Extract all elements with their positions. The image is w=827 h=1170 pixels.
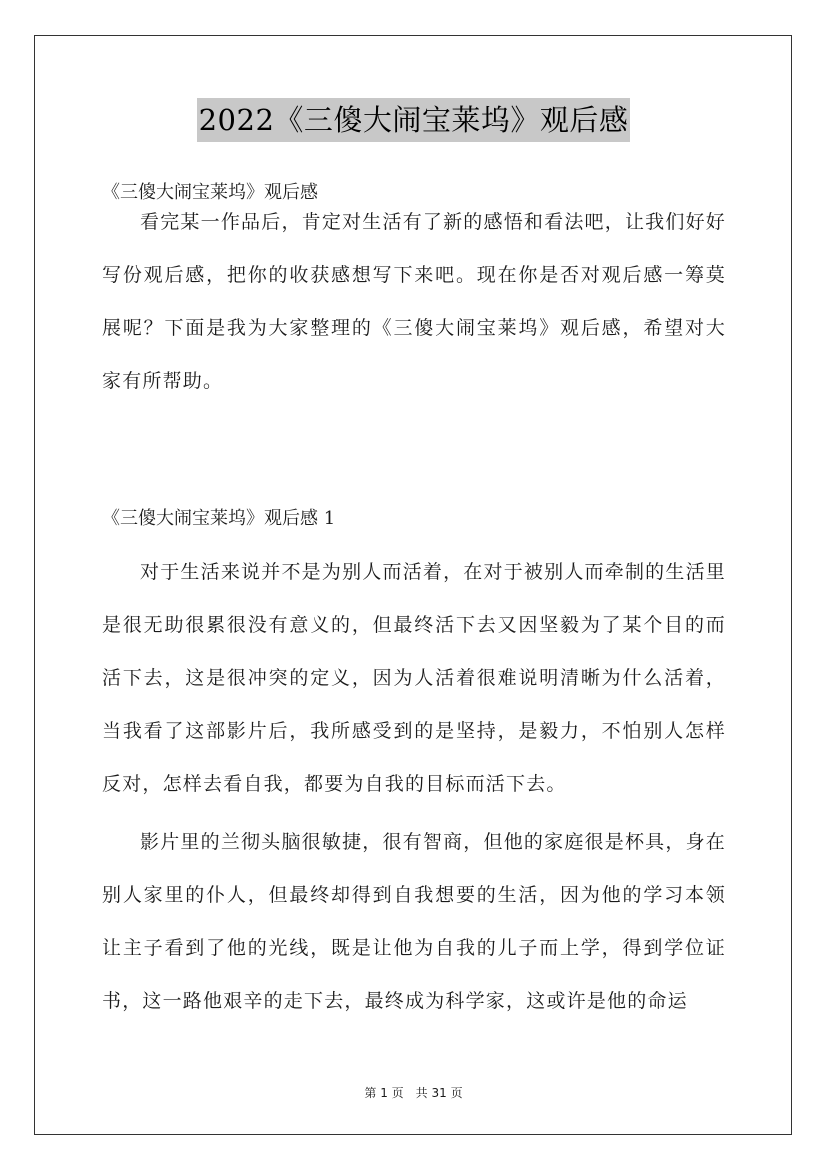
body-paragraph-1: 对于生活来说并不是为别人而活着，在对于被别人而牵制的生活里是很无助很累很没有意义的，但最终活下去又因坚毅为了某个目的而活下去，这是很冲突的定义，因为人活着很难说明清晰为什么活着，当我看了这部影片后，我所感受到的是坚持，是毅力，不怕别人怎样反对，怎样去看自我，都要为自我的目标而活下去。 [102, 561, 726, 795]
document-title: 2022《三傻大闹宝莱坞》观后感 [197, 98, 631, 142]
intro-paragraph: 看完某一作品后，肯定对生活有了新的感悟和看法吧，让我们好好写份观后感，把你的收获感想写下来吧。现在你是否对观后感一筹莫展呢？下面是我为大家整理的《三傻大闹宝莱坞》观后感，希望对大家有所帮助。 [102, 211, 726, 392]
document-subtitle: 《三傻大闹宝莱坞》观后感 [102, 182, 318, 203]
body-paragraph-2: 影片里的兰彻头脑很敏捷，很有智商，但他的家庭很是杯具，身在别人家里的仆人，但最终却得到自我想要的生活，因为他的学习本领让主子看到了他的光线，既是让他为自我的儿子而上学，得到学位证书，这一路他艰辛的走下去，最终成为科学家，这或许是他的命运 [102, 831, 726, 1012]
page-number: 第 1 页 共 31 页 [364, 1086, 463, 1100]
section-heading: 《三傻大闹宝莱坞》观后感 1 [102, 508, 336, 529]
title-container [0, 98, 827, 142]
